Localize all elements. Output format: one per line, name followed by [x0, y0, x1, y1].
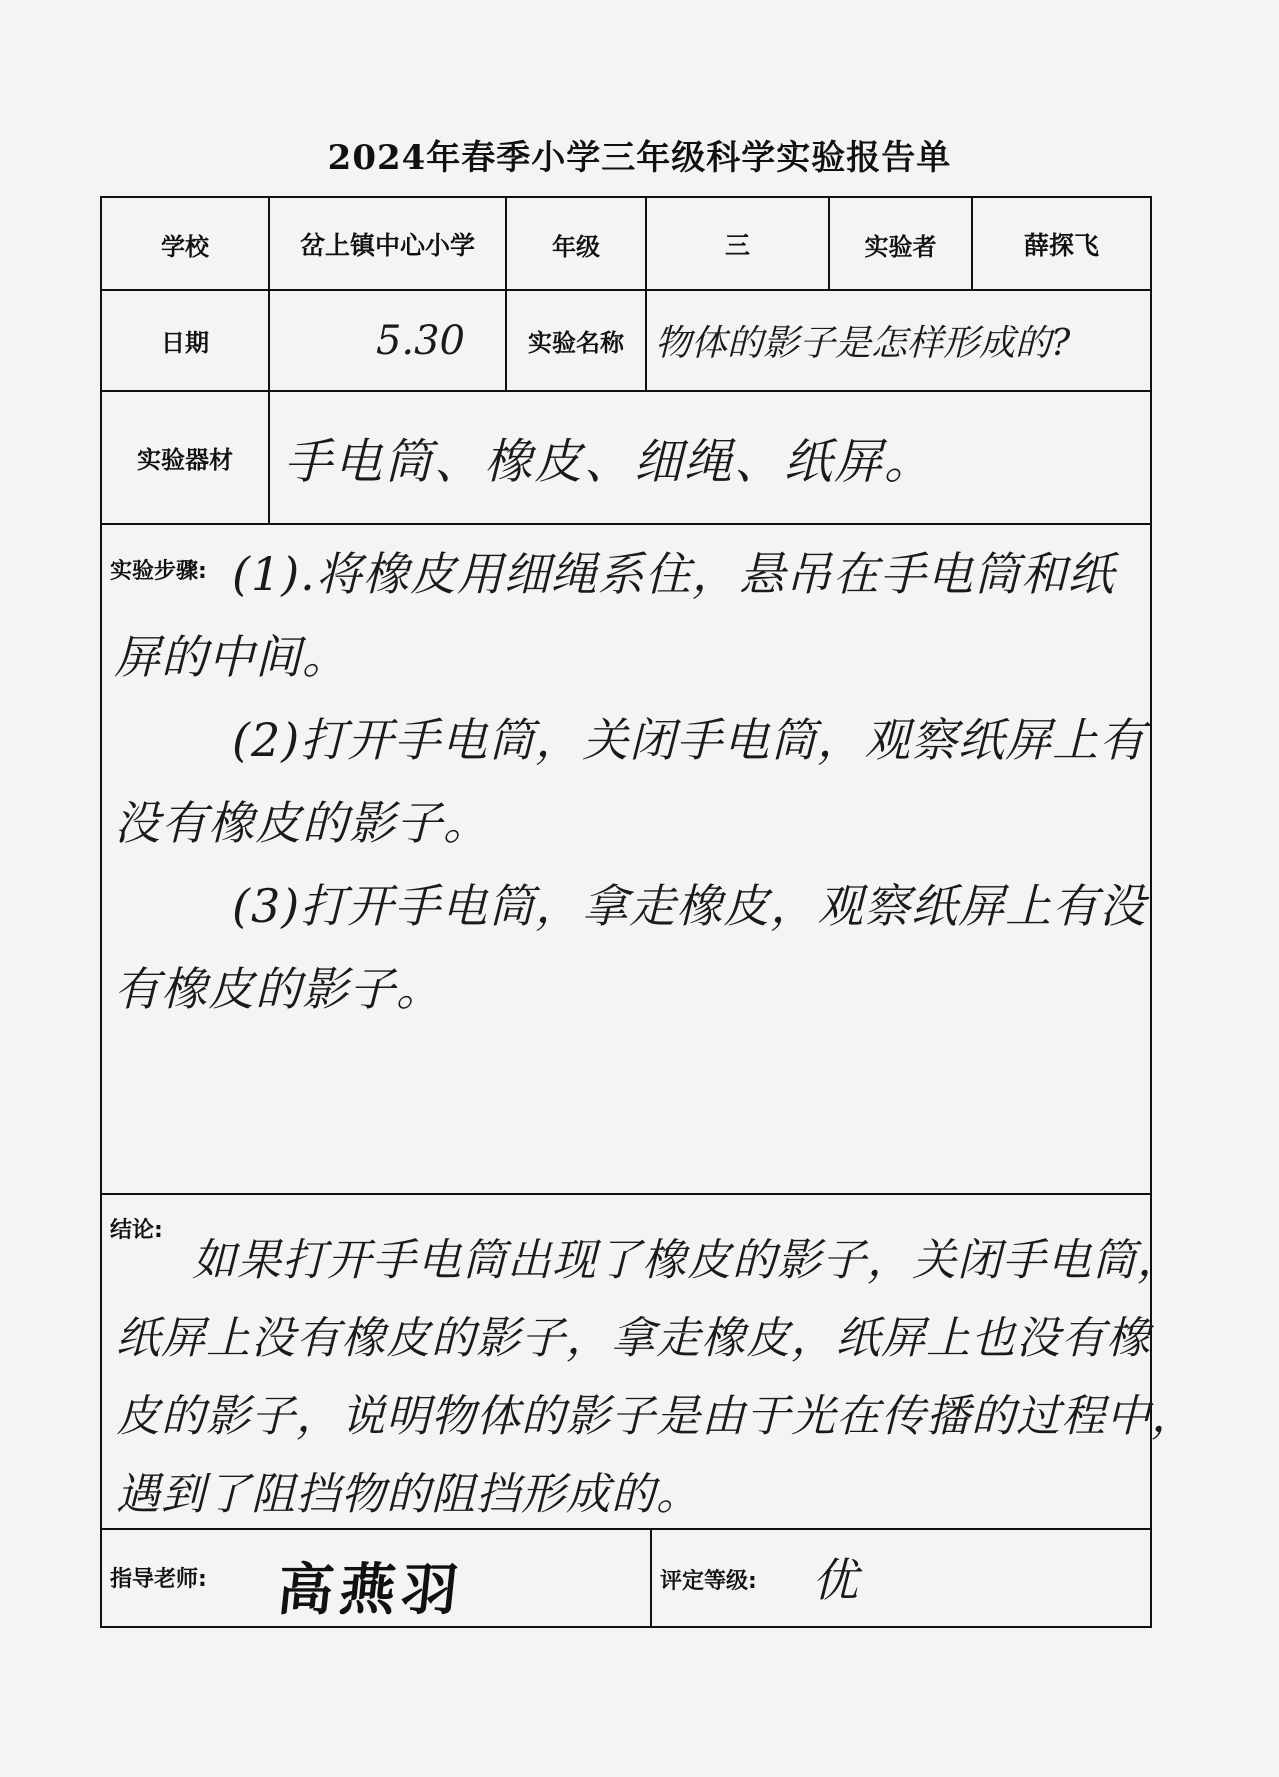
steps-line: (2)打开手电筒，关闭手电筒，观察纸屏上有: [232, 713, 1147, 767]
experiment-name-value: 物体的影子是怎样形成的?: [655, 323, 1071, 364]
experimenter-value: 薛探飞: [1023, 231, 1099, 260]
conclusion-line: 如果打开手电筒出现了橡皮的影子，关闭手电筒，: [192, 1235, 1182, 1286]
row-divider: [102, 1193, 1150, 1195]
steps-label: 实验步骤:: [110, 559, 207, 584]
conclusion-label: 结论:: [110, 1218, 163, 1243]
steps-line: 没有橡皮的影子。: [114, 796, 490, 850]
school-value: 岔上镇中心小学: [299, 231, 475, 260]
steps-line: 有橡皮的影子。: [114, 962, 443, 1016]
col-divider: [650, 1528, 652, 1628]
steps-line: (3)打开手电筒，拿走橡皮，观察纸屏上有没: [232, 879, 1147, 933]
conclusion-line: 遇到了阻挡物的阻挡形成的。: [116, 1469, 701, 1520]
experimenter-label: 实验者: [864, 232, 937, 261]
grade-value: 三: [724, 231, 750, 260]
teacher-label: 指导老师:: [110, 1567, 207, 1592]
equipment-label: 实验器材: [137, 446, 233, 474]
steps-line: (1).将橡皮用细绳系住，悬吊在手电筒和纸: [232, 547, 1115, 601]
equipment-value: 手电筒、橡皮、细绳、纸屏。: [284, 434, 935, 490]
conclusion-line: 纸屏上没有橡皮的影子，拿走橡皮，纸屏上也没有橡: [116, 1313, 1151, 1364]
report-title: 2024年春季小学三年级科学实验报告单: [327, 138, 952, 178]
report-form: [100, 196, 1196, 1628]
date-label: 日期: [161, 329, 209, 357]
grade-label: 年级: [552, 232, 600, 261]
rating-value: 优: [812, 1553, 858, 1607]
date-value: 5.30: [375, 317, 465, 364]
steps-line: 屏的中间。: [114, 630, 349, 684]
row-divider: [102, 523, 1150, 525]
teacher-signature: 高燕羽: [274, 1557, 468, 1623]
rating-label: 评定等级:: [660, 1569, 757, 1594]
school-label: 学校: [161, 232, 209, 261]
conclusion-line: 皮的影子，说明物体的影子是由于光在传播的过程中，: [116, 1391, 1196, 1442]
experiment-name-label: 实验名称: [528, 329, 624, 357]
